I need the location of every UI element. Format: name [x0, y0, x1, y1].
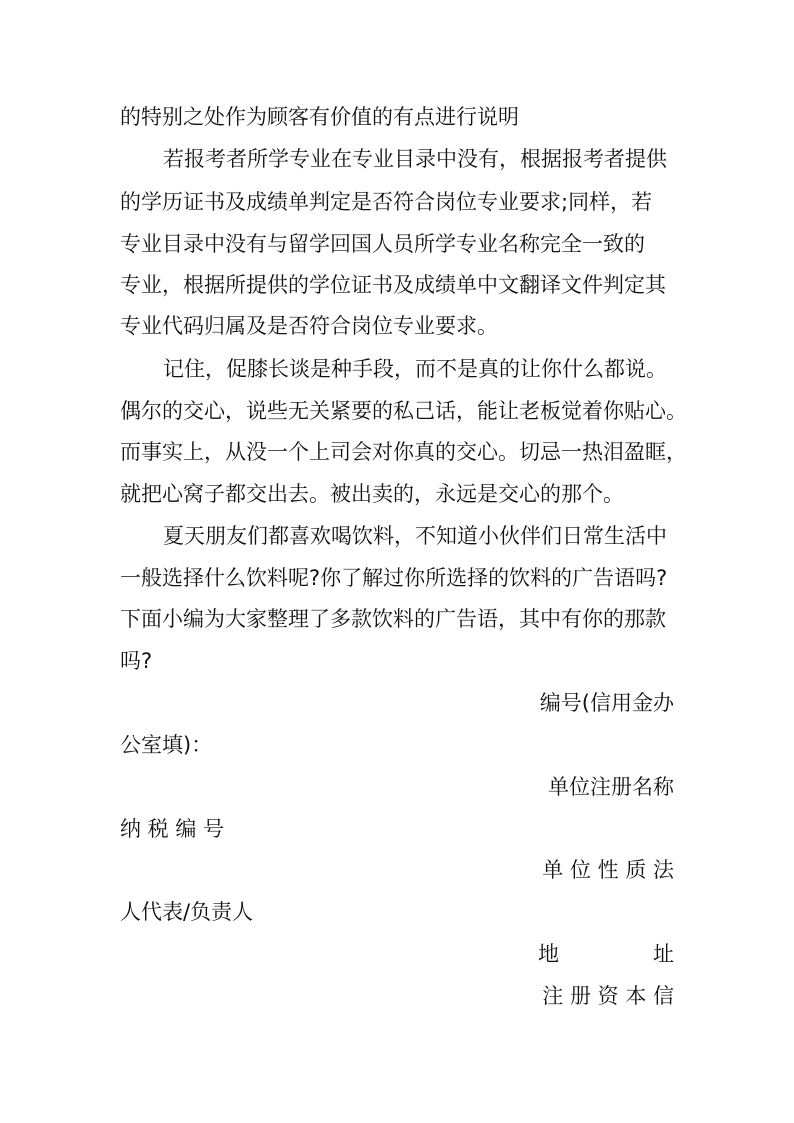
- paragraph-text-line: 夏天朋友们都喜欢喝饮料，不知道小伙伴们日常生活中: [163, 524, 667, 548]
- unit-nature-label: 单 位 性 质 法: [542, 858, 674, 882]
- paragraph-text-line: 偶尔的交心，说些无关紧要的私己话，能让老板觉着你贴心。: [120, 399, 687, 423]
- tax-number-label: 纳 税 编 号: [120, 817, 225, 841]
- paragraph-text-line: 记住，促膝长谈是种手段，而不是真的让你什么都说。: [163, 357, 667, 381]
- paragraph-text-line: 就把心窝子都交出去。被出卖的，永远是交心的那个。: [120, 482, 624, 506]
- paragraph-text-line: 的特别之处作为顾客有价值的有点进行说明: [120, 105, 519, 129]
- paragraph-text-line: 专业，根据所提供的学位证书及成绩单中文翻译文件判定其: [120, 273, 666, 297]
- address-label-char: 地: [538, 942, 559, 966]
- paragraph-text-line: 一般选择什么饮料呢?你了解过你所选择的饮料的广告语吗?: [120, 566, 668, 590]
- address-label-char: 址: [653, 942, 674, 966]
- paragraph-text-line: 而事实上，从没一个上司会对你真的交心。切忌一热泪盈眶，: [120, 440, 687, 464]
- paragraph-text-line: 专业代码归属及是否符合岗位专业要求。: [120, 314, 498, 338]
- paragraph-text-line: 若报考者所学专业在专业目录中没有，根据报考者提供: [163, 147, 667, 171]
- address-label: [538, 940, 674, 968]
- paragraph-text-line: 下面小编为大家整理了多款饮料的广告语，其中有你的那款: [120, 607, 666, 631]
- paragraph-text-line: 吗?: [120, 649, 153, 673]
- paragraph-text-line: 专业目录中没有与留学回国人员所学专业名称完全一致的: [120, 232, 645, 256]
- registered-capital-label: 注 册 资 本 信: [542, 984, 674, 1008]
- serial-number-label-cont: 公室填)：: [120, 733, 213, 757]
- legal-representative-label: 人代表/负责人: [120, 900, 254, 924]
- serial-number-label: 编号(信用金办: [539, 691, 674, 715]
- unit-name-label: 单位注册名称: [548, 775, 674, 799]
- paragraph-text-line: 的学历证书及成绩单判定是否符合岗位专业要求;同样，若: [120, 190, 653, 214]
